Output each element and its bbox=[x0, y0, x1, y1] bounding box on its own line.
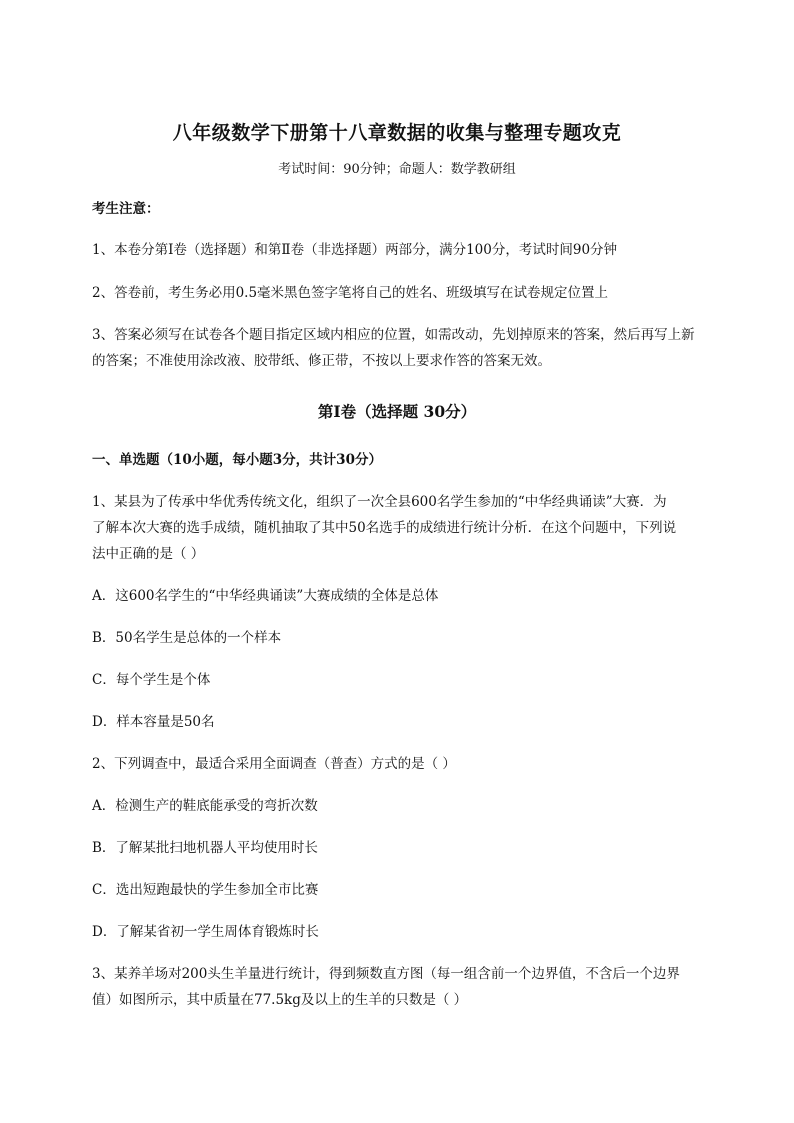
notice-item-3: 3、答案必须写在试卷各个题目指定区域内相应的位置，如需改动，先划掉原来的答案，然后再写上新 bbox=[92, 327, 695, 343]
question-1-option-c: C．每个学生是个体 bbox=[92, 672, 211, 688]
question-1-option-a: A．这600名学生的“中华经典诵读”大赛成绩的全体是总体 bbox=[92, 588, 439, 604]
question-2-option-c: C．选出短跑最快的学生参加全市比赛 bbox=[92, 882, 319, 898]
question-1-option-d: D．样本容量是50名 bbox=[92, 714, 215, 730]
part1-title: 第I卷（选择题 30分） bbox=[317, 402, 477, 421]
question-1-stem-line-1: 1、某县为了传承中华优秀传统文化，组织了一次全县600名学生参加的“中华经典诵读”大赛．为 bbox=[92, 494, 667, 510]
question-1-stem-line-2: 了解本次大赛的选手成绩，随机抽取了其中50名选手的成绩进行统计分析．在这个问题中，下列说 bbox=[92, 520, 677, 536]
question-3-stem-line-1: 3、某养羊场对200头生羊量进行统计，得到频数直方图（每一组含前一个边界值，不含后一个边界 bbox=[92, 966, 680, 982]
question-2-option-b: B．了解某批扫地机器人平均使用时长 bbox=[92, 840, 318, 856]
page-title: 八年级数学下册第十八章数据的收集与整理专题攻克 bbox=[172, 122, 622, 144]
notice-item-3-continued: 的答案；不准使用涂改液、胶带纸、修正带，不按以上要求作答的答案无效。 bbox=[92, 353, 551, 369]
question-1-stem-line-3: 法中正确的是（ ） bbox=[92, 546, 205, 562]
question-2-stem: 2、下列调查中，最适合采用全面调查（普查）方式的是（ ） bbox=[92, 756, 456, 772]
question-1-option-b: B．50名学生是总体的一个样本 bbox=[92, 630, 282, 646]
question-2-option-d: D．了解某省初一学生周体育锻炼时长 bbox=[92, 924, 319, 940]
notice-heading: 考生注意： bbox=[92, 201, 160, 217]
notice-item-1: 1、本卷分第I卷（选择题）和第Ⅱ卷（非选择题）两部分，满分100分，考试时间90分钟 bbox=[92, 242, 618, 258]
exam-info: 考试时间：90分钟；命题人：数学教研组 bbox=[278, 162, 516, 177]
section-heading: 一、单选题（10小题，每小题3分，共计30分） bbox=[92, 452, 382, 468]
notice-item-2: 2、答卷前，考生务必用0.5毫米黑色签字笔将自己的姓名、班级填写在试卷规定位置上 bbox=[92, 285, 609, 301]
question-2-option-a: A．检测生产的鞋底能承受的弯折次数 bbox=[92, 798, 318, 814]
question-3-stem-line-2: 值）如图所示，其中质量在77.5kg及以上的生羊的只数是（ ） bbox=[92, 992, 468, 1008]
